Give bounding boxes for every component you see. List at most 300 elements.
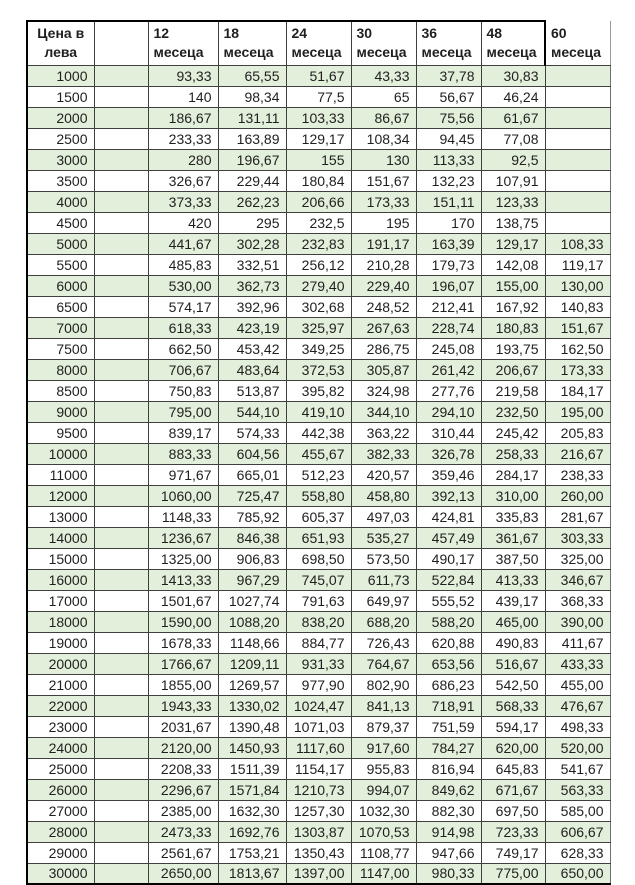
price-cell: 17000 bbox=[27, 590, 94, 611]
payment-cell: 98,34 bbox=[218, 86, 286, 107]
payment-cell: 43,33 bbox=[351, 65, 416, 86]
payment-cell: 232,5 bbox=[286, 212, 351, 233]
payment-cell: 1027,74 bbox=[218, 590, 286, 611]
table-row bbox=[27, 569, 610, 590]
payment-cell: 994,07 bbox=[351, 779, 416, 800]
payment-cell bbox=[545, 107, 610, 128]
payment-cell: 649,97 bbox=[351, 590, 416, 611]
payment-cell: 107,91 bbox=[481, 170, 545, 191]
payment-cell: 441,67 bbox=[148, 233, 218, 254]
payment-cell: 955,83 bbox=[351, 758, 416, 779]
table-row bbox=[27, 233, 610, 254]
price-cell: 6500 bbox=[27, 296, 94, 317]
payment-cell: 286,75 bbox=[351, 338, 416, 359]
payment-cell: 61,67 bbox=[481, 107, 545, 128]
price-cell: 3500 bbox=[27, 170, 94, 191]
spacer-cell bbox=[94, 443, 148, 464]
table-row bbox=[27, 506, 610, 527]
payment-cell: 324,98 bbox=[351, 380, 416, 401]
price-cell: 15000 bbox=[27, 548, 94, 569]
spacer-cell bbox=[94, 422, 148, 443]
payment-cell: 791,63 bbox=[286, 590, 351, 611]
payment-cell: 325,97 bbox=[286, 317, 351, 338]
spacer-cell bbox=[94, 317, 148, 338]
table-row bbox=[27, 317, 610, 338]
payment-cell: 281,67 bbox=[545, 506, 610, 527]
payment-cell: 344,10 bbox=[351, 401, 416, 422]
payment-cell: 917,60 bbox=[351, 737, 416, 758]
price-cell: 14000 bbox=[27, 527, 94, 548]
table-row bbox=[27, 527, 610, 548]
payment-cell: 882,30 bbox=[416, 800, 481, 821]
month-column-header-60 bbox=[545, 21, 610, 65]
payment-cell: 232,50 bbox=[481, 401, 545, 422]
payment-cell: 151,11 bbox=[416, 191, 481, 212]
price-cell: 23000 bbox=[27, 716, 94, 737]
payment-cell: 1070,53 bbox=[351, 821, 416, 842]
payment-cell: 1397,00 bbox=[286, 863, 351, 884]
month-number: 24 bbox=[291, 25, 308, 42]
payment-cell: 233,33 bbox=[148, 128, 218, 149]
payment-cell: 382,33 bbox=[351, 443, 416, 464]
table-row bbox=[27, 443, 610, 464]
payment-cell: 2473,33 bbox=[148, 821, 218, 842]
payment-cell: 1590,00 bbox=[148, 611, 218, 632]
spacer-cell bbox=[94, 296, 148, 317]
payment-cell: 2296,67 bbox=[148, 779, 218, 800]
payment-cell: 56,67 bbox=[416, 86, 481, 107]
payment-cell: 267,63 bbox=[351, 317, 416, 338]
payment-cell: 229,44 bbox=[218, 170, 286, 191]
payment-cell: 723,33 bbox=[481, 821, 545, 842]
payment-cell: 92,5 bbox=[481, 149, 545, 170]
payment-cell: 594,17 bbox=[481, 716, 545, 737]
payment-cell: 1632,30 bbox=[218, 800, 286, 821]
payment-cell: 210,28 bbox=[351, 254, 416, 275]
price-cell: 5000 bbox=[27, 233, 94, 254]
payment-cell: 725,47 bbox=[218, 485, 286, 506]
payment-cell: 541,67 bbox=[545, 758, 610, 779]
payment-cell: 305,87 bbox=[351, 359, 416, 380]
payment-cell: 193,75 bbox=[481, 338, 545, 359]
price-cell: 4000 bbox=[27, 191, 94, 212]
payment-cell: 665,01 bbox=[218, 464, 286, 485]
payment-cell: 372,53 bbox=[286, 359, 351, 380]
payment-cell: 455,00 bbox=[545, 674, 610, 695]
payment-cell bbox=[545, 86, 610, 107]
payment-cell: 512,23 bbox=[286, 464, 351, 485]
payment-cell: 1071,03 bbox=[286, 716, 351, 737]
payment-cell bbox=[545, 128, 610, 149]
spacer-cell bbox=[94, 464, 148, 485]
payment-cell: 195 bbox=[351, 212, 416, 233]
spacer-cell bbox=[94, 359, 148, 380]
payment-cell: 516,67 bbox=[481, 653, 545, 674]
month-word: месеца bbox=[551, 43, 602, 60]
spacer-cell bbox=[94, 716, 148, 737]
table-row bbox=[27, 611, 610, 632]
payment-cell: 1413,33 bbox=[148, 569, 218, 590]
spacer-column-header bbox=[94, 21, 148, 65]
payment-cell: 455,67 bbox=[286, 443, 351, 464]
payment-cell: 849,62 bbox=[416, 779, 481, 800]
payment-cell: 574,33 bbox=[218, 422, 286, 443]
payment-cell: 129,17 bbox=[286, 128, 351, 149]
payment-cell: 279,40 bbox=[286, 275, 351, 296]
payment-cell: 75,56 bbox=[416, 107, 481, 128]
spacer-cell bbox=[94, 233, 148, 254]
payment-cell: 1303,87 bbox=[286, 821, 351, 842]
payment-cell: 262,23 bbox=[218, 191, 286, 212]
payment-cell: 841,13 bbox=[351, 695, 416, 716]
payment-cell: 490,17 bbox=[416, 548, 481, 569]
payment-cell: 2650,00 bbox=[148, 863, 218, 884]
payment-cell: 359,46 bbox=[416, 464, 481, 485]
price-cell: 10000 bbox=[27, 443, 94, 464]
payment-cell: 325,00 bbox=[545, 548, 610, 569]
table-row bbox=[27, 65, 610, 86]
payment-cell: 2208,33 bbox=[148, 758, 218, 779]
payment-cell: 775,00 bbox=[481, 863, 545, 884]
table-row bbox=[27, 128, 610, 149]
payment-cell: 490,83 bbox=[481, 632, 545, 653]
price-cell: 27000 bbox=[27, 800, 94, 821]
payment-cell: 555,52 bbox=[416, 590, 481, 611]
payment-cell: 749,17 bbox=[481, 842, 545, 863]
table-row bbox=[27, 779, 610, 800]
price-cell: 22000 bbox=[27, 695, 94, 716]
spacer-cell bbox=[94, 338, 148, 359]
spacer-cell bbox=[94, 863, 148, 884]
spacer-cell bbox=[94, 170, 148, 191]
payment-cell: 1325,00 bbox=[148, 548, 218, 569]
spacer-cell bbox=[94, 632, 148, 653]
price-cell: 8500 bbox=[27, 380, 94, 401]
payment-cell: 1024,47 bbox=[286, 695, 351, 716]
payment-cell: 277,76 bbox=[416, 380, 481, 401]
spacer-cell bbox=[94, 695, 148, 716]
payment-cell: 424,81 bbox=[416, 506, 481, 527]
price-cell: 6000 bbox=[27, 275, 94, 296]
payment-cell: 245,08 bbox=[416, 338, 481, 359]
payment-cell: 108,34 bbox=[351, 128, 416, 149]
payment-cell: 77,5 bbox=[286, 86, 351, 107]
table-row bbox=[27, 695, 610, 716]
table-row bbox=[27, 422, 610, 443]
month-number: 60 bbox=[551, 24, 567, 41]
payment-cell: 1269,57 bbox=[218, 674, 286, 695]
payment-cell: 1210,73 bbox=[286, 779, 351, 800]
payment-cell: 346,67 bbox=[545, 569, 610, 590]
payment-cell: 395,82 bbox=[286, 380, 351, 401]
payment-cell: 206,67 bbox=[481, 359, 545, 380]
payment-cell: 568,33 bbox=[481, 695, 545, 716]
payment-cell: 530,00 bbox=[148, 275, 218, 296]
payment-cell: 216,67 bbox=[545, 443, 610, 464]
spacer-cell bbox=[94, 86, 148, 107]
table-row bbox=[27, 800, 610, 821]
price-cell: 28000 bbox=[27, 821, 94, 842]
payment-cell: 232,83 bbox=[286, 233, 351, 254]
month-word: месеца bbox=[486, 44, 537, 61]
payment-cell: 373,33 bbox=[148, 191, 218, 212]
payment-cell: 179,73 bbox=[416, 254, 481, 275]
spacer-cell bbox=[94, 107, 148, 128]
payment-cell: 2385,00 bbox=[148, 800, 218, 821]
payment-cell: 130,00 bbox=[545, 275, 610, 296]
price-cell: 21000 bbox=[27, 674, 94, 695]
payment-cell: 947,66 bbox=[416, 842, 481, 863]
payment-cell: 686,23 bbox=[416, 674, 481, 695]
payment-cell: 1571,84 bbox=[218, 779, 286, 800]
payment-cell: 258,33 bbox=[481, 443, 545, 464]
payment-cell: 390,00 bbox=[545, 611, 610, 632]
payment-cell: 151,67 bbox=[351, 170, 416, 191]
payment-cell: 191,17 bbox=[351, 233, 416, 254]
payment-cell: 420 bbox=[148, 212, 218, 233]
table-row bbox=[27, 590, 610, 611]
spacer-cell bbox=[94, 590, 148, 611]
payment-cell: 1511,39 bbox=[218, 758, 286, 779]
payment-cell: 563,33 bbox=[545, 779, 610, 800]
table-row bbox=[27, 338, 610, 359]
price-payment-table bbox=[26, 20, 611, 885]
price-cell: 25000 bbox=[27, 758, 94, 779]
payment-cell: 1148,33 bbox=[148, 506, 218, 527]
payment-cell: 651,93 bbox=[286, 527, 351, 548]
price-cell: 12000 bbox=[27, 485, 94, 506]
payment-cell: 423,19 bbox=[218, 317, 286, 338]
payment-cell: 544,10 bbox=[218, 401, 286, 422]
payment-cell: 726,43 bbox=[351, 632, 416, 653]
spacer-cell bbox=[94, 653, 148, 674]
spacer-cell bbox=[94, 212, 148, 233]
price-column-header bbox=[27, 21, 94, 65]
spacer-cell bbox=[94, 527, 148, 548]
payment-cell: 392,13 bbox=[416, 485, 481, 506]
payment-cell: 662,50 bbox=[148, 338, 218, 359]
payment-cell: 280 bbox=[148, 149, 218, 170]
payment-cell: 303,33 bbox=[545, 527, 610, 548]
payment-cell: 186,67 bbox=[148, 107, 218, 128]
payment-cell: 1257,30 bbox=[286, 800, 351, 821]
payment-cell: 618,33 bbox=[148, 317, 218, 338]
table-header-row bbox=[27, 21, 610, 65]
payment-cell: 971,67 bbox=[148, 464, 218, 485]
payment-cell: 542,50 bbox=[481, 674, 545, 695]
payment-cell: 2120,00 bbox=[148, 737, 218, 758]
price-header-line1: Цена в bbox=[37, 25, 85, 42]
payment-cell: 1943,33 bbox=[148, 695, 218, 716]
payment-cell: 558,80 bbox=[286, 485, 351, 506]
payment-cell: 439,17 bbox=[481, 590, 545, 611]
payment-cell: 411,67 bbox=[545, 632, 610, 653]
payment-cell: 363,22 bbox=[351, 422, 416, 443]
payment-cell: 392,96 bbox=[218, 296, 286, 317]
payment-cell: 1692,76 bbox=[218, 821, 286, 842]
table-row bbox=[27, 758, 610, 779]
price-cell: 7000 bbox=[27, 317, 94, 338]
spacer-cell bbox=[94, 254, 148, 275]
payment-cell: 1032,30 bbox=[351, 800, 416, 821]
table-row bbox=[27, 842, 610, 863]
month-word: месеца bbox=[153, 44, 204, 61]
payment-cell: 155,00 bbox=[481, 275, 545, 296]
payment-cell: 1088,20 bbox=[218, 611, 286, 632]
payment-cell: 419,10 bbox=[286, 401, 351, 422]
payment-cell: 906,83 bbox=[218, 548, 286, 569]
payment-cell: 129,17 bbox=[481, 233, 545, 254]
payment-cell: 361,67 bbox=[481, 527, 545, 548]
payment-cell: 108,33 bbox=[545, 233, 610, 254]
payment-cell: 1148,66 bbox=[218, 632, 286, 653]
payment-cell: 879,37 bbox=[351, 716, 416, 737]
payment-cell: 219,58 bbox=[481, 380, 545, 401]
payment-cell: 1813,67 bbox=[218, 863, 286, 884]
price-cell: 20000 bbox=[27, 653, 94, 674]
price-cell: 2000 bbox=[27, 107, 94, 128]
payment-cell: 745,07 bbox=[286, 569, 351, 590]
table-row bbox=[27, 359, 610, 380]
payment-cell: 196,07 bbox=[416, 275, 481, 296]
payment-cell: 155 bbox=[286, 149, 351, 170]
payment-cell: 1108,77 bbox=[351, 842, 416, 863]
payment-cell: 718,91 bbox=[416, 695, 481, 716]
spacer-cell bbox=[94, 506, 148, 527]
payment-cell: 46,24 bbox=[481, 86, 545, 107]
payment-cell: 645,83 bbox=[481, 758, 545, 779]
month-column-header-12 bbox=[148, 21, 218, 65]
payment-cell: 485,83 bbox=[148, 254, 218, 275]
payment-cell: 132,23 bbox=[416, 170, 481, 191]
month-column-header-30 bbox=[351, 21, 416, 65]
table-row bbox=[27, 863, 610, 884]
table-body bbox=[27, 65, 610, 884]
payment-cell: 170 bbox=[416, 212, 481, 233]
table-row bbox=[27, 401, 610, 422]
payment-cell: 483,64 bbox=[218, 359, 286, 380]
month-number: 36 bbox=[421, 25, 438, 42]
table-row bbox=[27, 296, 610, 317]
payment-cell: 228,74 bbox=[416, 317, 481, 338]
price-cell: 7500 bbox=[27, 338, 94, 359]
month-column-header-18 bbox=[218, 21, 286, 65]
table-row bbox=[27, 716, 610, 737]
payment-cell: 326,78 bbox=[416, 443, 481, 464]
payment-cell: 522,84 bbox=[416, 569, 481, 590]
month-word: месеца bbox=[291, 44, 342, 61]
table-row bbox=[27, 737, 610, 758]
price-cell: 3000 bbox=[27, 149, 94, 170]
payment-cell: 1390,48 bbox=[218, 716, 286, 737]
table-row bbox=[27, 254, 610, 275]
payment-cell: 163,89 bbox=[218, 128, 286, 149]
spacer-cell bbox=[94, 275, 148, 296]
payment-cell: 113,33 bbox=[416, 149, 481, 170]
payment-cell: 310,44 bbox=[416, 422, 481, 443]
table-row bbox=[27, 149, 610, 170]
payment-cell: 977,90 bbox=[286, 674, 351, 695]
payment-cell: 302,28 bbox=[218, 233, 286, 254]
spacer-cell bbox=[94, 149, 148, 170]
payment-cell: 238,33 bbox=[545, 464, 610, 485]
payment-cell: 30,83 bbox=[481, 65, 545, 86]
payment-cell: 256,12 bbox=[286, 254, 351, 275]
payment-cell: 77,08 bbox=[481, 128, 545, 149]
price-cell: 2500 bbox=[27, 128, 94, 149]
payment-cell: 1117,60 bbox=[286, 737, 351, 758]
payment-cell: 131,11 bbox=[218, 107, 286, 128]
payment-cell: 130 bbox=[351, 149, 416, 170]
payment-cell: 653,56 bbox=[416, 653, 481, 674]
payment-cell: 86,67 bbox=[351, 107, 416, 128]
payment-cell: 140 bbox=[148, 86, 218, 107]
payment-cell: 816,94 bbox=[416, 758, 481, 779]
payment-cell: 802,90 bbox=[351, 674, 416, 695]
payment-cell: 1678,33 bbox=[148, 632, 218, 653]
spacer-cell bbox=[94, 758, 148, 779]
payment-cell: 103,33 bbox=[286, 107, 351, 128]
payment-cell: 498,33 bbox=[545, 716, 610, 737]
month-number: 18 bbox=[223, 25, 240, 42]
payment-cell: 387,50 bbox=[481, 548, 545, 569]
price-cell: 19000 bbox=[27, 632, 94, 653]
month-word: месеца bbox=[223, 44, 274, 61]
payment-cell: 163,39 bbox=[416, 233, 481, 254]
payment-cell: 606,67 bbox=[545, 821, 610, 842]
price-cell: 1500 bbox=[27, 86, 94, 107]
payment-cell: 1450,93 bbox=[218, 737, 286, 758]
month-number: 48 bbox=[486, 25, 503, 42]
spacer-cell bbox=[94, 65, 148, 86]
payment-cell: 140,83 bbox=[545, 296, 610, 317]
payment-cell: 967,29 bbox=[218, 569, 286, 590]
payment-cell: 497,03 bbox=[351, 506, 416, 527]
payment-cell: 573,50 bbox=[351, 548, 416, 569]
spacer-cell bbox=[94, 485, 148, 506]
payment-cell bbox=[545, 170, 610, 191]
payment-cell: 1236,67 bbox=[148, 527, 218, 548]
payment-cell: 476,67 bbox=[545, 695, 610, 716]
payment-cell: 585,00 bbox=[545, 800, 610, 821]
price-cell: 11000 bbox=[27, 464, 94, 485]
payment-cell: 123,33 bbox=[481, 191, 545, 212]
spacer-cell bbox=[94, 128, 148, 149]
price-cell: 16000 bbox=[27, 569, 94, 590]
payment-cell: 628,33 bbox=[545, 842, 610, 863]
payment-cell: 914,98 bbox=[416, 821, 481, 842]
price-cell: 26000 bbox=[27, 779, 94, 800]
price-cell: 30000 bbox=[27, 863, 94, 884]
payment-cell: 839,17 bbox=[148, 422, 218, 443]
payment-cell: 751,59 bbox=[416, 716, 481, 737]
payment-cell: 433,33 bbox=[545, 653, 610, 674]
payment-cell: 162,50 bbox=[545, 338, 610, 359]
payment-cell: 688,20 bbox=[351, 611, 416, 632]
payment-cell: 93,33 bbox=[148, 65, 218, 86]
payment-cell: 457,49 bbox=[416, 527, 481, 548]
price-cell: 1000 bbox=[27, 65, 94, 86]
payment-cell: 465,00 bbox=[481, 611, 545, 632]
table-row bbox=[27, 107, 610, 128]
table-row bbox=[27, 821, 610, 842]
payment-cell: 764,67 bbox=[351, 653, 416, 674]
table-row bbox=[27, 632, 610, 653]
payment-cell: 37,78 bbox=[416, 65, 481, 86]
spacer-cell bbox=[94, 548, 148, 569]
payment-cell: 284,17 bbox=[481, 464, 545, 485]
spacer-cell bbox=[94, 674, 148, 695]
